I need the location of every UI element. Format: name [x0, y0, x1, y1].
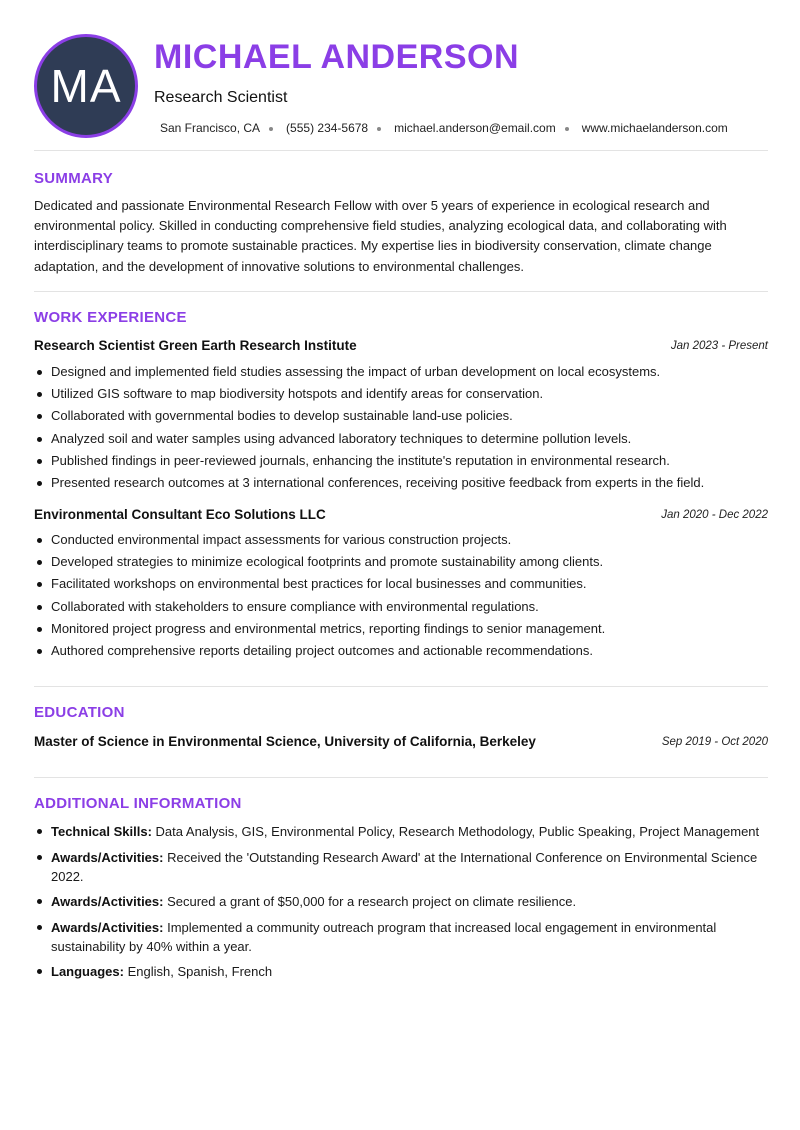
info-label: Technical Skills: [51, 824, 152, 839]
info-label: Languages: [51, 964, 124, 979]
section-title-experience: WORK EXPERIENCE [34, 309, 187, 326]
degree-title: Master of Science in Environmental Science, University of California, Berkeley [34, 734, 536, 749]
separator-dot-icon [269, 127, 273, 131]
info-text: English, Spanish, French [127, 964, 273, 979]
list-item: Authored comprehensive reports detailing project outcomes and actionable recommendations. [34, 640, 768, 662]
job-heading [34, 507, 768, 525]
contact-website[interactable]: www.michaelanderson.com [581, 121, 728, 135]
info-label: Awards/Activities: [51, 849, 164, 865]
candidate-name: MICHAEL ANDERSON [154, 38, 520, 76]
divider [34, 686, 768, 687]
section-title-additional: ADDITIONAL INFORMATION [34, 795, 242, 812]
education-date: Sep 2019 - Oct 2020 [661, 736, 768, 748]
list-item: Collaborated with governmental bodies to develop sustainable land-use policies. [34, 405, 768, 427]
info-text: Implemented a community outreach program that increased local engagement in environmental sustainability by 40% within a year. [51, 919, 717, 954]
list-item [34, 918, 768, 956]
avatar [34, 34, 138, 138]
separator-dot-icon [565, 127, 569, 131]
list-item: Designed and implemented field studies assessing the impact of urban development on local ecosystems. [34, 361, 768, 383]
separator-dot-icon [377, 127, 381, 131]
avatar-initials: MA [50, 60, 122, 112]
info-label: Awards/Activities: [51, 894, 164, 909]
job-title: Environmental Consultant Eco Solutions LLC [34, 507, 326, 522]
education-entry [34, 734, 768, 752]
list-item: Presented research outcomes at 3 international conferences, receiving positive feedback from experts in the field. [34, 472, 768, 494]
job-title: Research Scientist Green Earth Research Institute [34, 338, 357, 353]
info-label: Awards/Activities: [51, 919, 164, 935]
list-item: Utilized GIS software to map biodiversity hotspots and identify areas for conservation. [34, 383, 768, 405]
list-item [34, 822, 768, 841]
resume-header [34, 34, 768, 138]
divider [34, 291, 768, 292]
list-item: Facilitated workshops on environmental best practices for local businesses and communities. [34, 573, 768, 595]
list-item: Conducted environmental impact assessments for various construction projects. [34, 529, 768, 551]
list-item [34, 848, 768, 886]
job-bullet-list [34, 529, 768, 662]
info-text: Received the 'Outstanding Research Award' at the International Conference on Environmental Science 2022. [51, 849, 758, 884]
list-item: Collaborated with stakeholders to ensure compliance with environmental regulations. [34, 596, 768, 618]
info-text: Secured a grant of $50,000 for a research project on climate resilience. [167, 894, 577, 909]
list-item [34, 892, 768, 911]
job-date: Jan 2020 - Dec 2022 [661, 509, 768, 521]
summary-text: Dedicated and passionate Environmental Research Fellow with over 5 years of experience in ecological research and environmental policy. Skilled in conducting comprehensive field studies, analyzing ecological data, and collaborating with interdisciplinary teams to promote sustainable practices. My expertise lies in biodiversity conservation, climate change adaptation, and the development of innovative solutions to environmental challenges. [34, 198, 727, 274]
job-date: Jan 2023 - Present [670, 340, 768, 352]
section-title-summary: SUMMARY [34, 170, 114, 187]
list-item: Monitored project progress and environmental metrics, reporting findings to senior management. [34, 618, 768, 640]
divider [34, 777, 768, 778]
contact-bar [160, 121, 728, 135]
list-item [34, 962, 768, 981]
additional-info-list [34, 822, 768, 988]
job-heading [34, 338, 768, 356]
section-title-education: EDUCATION [34, 704, 125, 721]
list-item: Developed strategies to minimize ecological footprints and promote sustainability among clients. [34, 551, 768, 573]
job-bullet-list [34, 361, 768, 494]
contact-phone: (555) 234-5678 [286, 121, 369, 135]
divider [34, 150, 768, 151]
info-text: Data Analysis, GIS, Environmental Policy, Research Methodology, Public Speaking, Project Management [155, 824, 760, 839]
list-item: Analyzed soil and water samples using advanced laboratory techniques to determine pollution levels. [34, 428, 768, 450]
candidate-role: Research Scientist [154, 89, 288, 106]
list-item: Published findings in peer-reviewed journals, enhancing the institute's reputation in environmental research. [34, 450, 768, 472]
contact-email[interactable]: michael.anderson@email.com [394, 121, 556, 135]
contact-location: San Francisco, CA [160, 121, 261, 135]
